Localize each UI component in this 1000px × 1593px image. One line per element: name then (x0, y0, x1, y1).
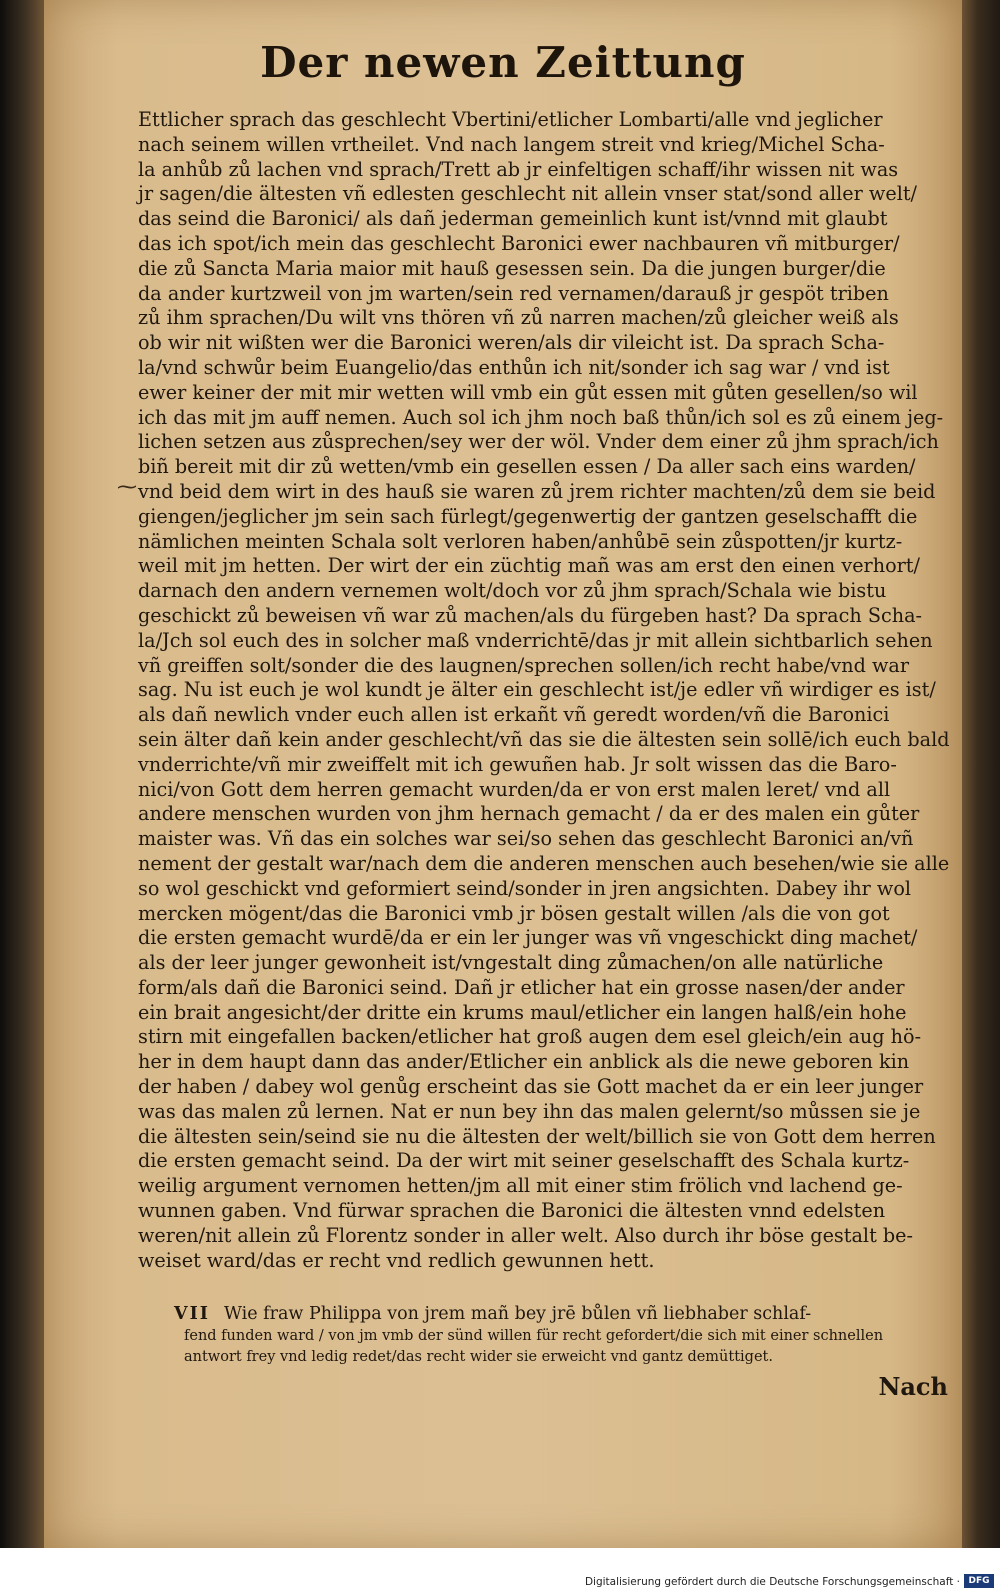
chapter-heading-text: Wie fraw Philippa von jrem mañ bey jrē bůlen vñ liebhaber schlaf- (223, 1304, 812, 1324)
text-line: la anhůb zů lachen vnd sprach/Trett ab jr einfeltigen schaff/ihr wissen nit was (138, 157, 899, 181)
text-line: weiset ward/das er recht vnd redlich gewunnen hett. (138, 1248, 655, 1272)
text-line: ein brait angesicht/der dritte ein krums maul/etlicher ein langen halß/ein hohe (138, 1000, 907, 1024)
text-line: das ich spot/ich mein das geschlecht Baronici ewer nachbauren vñ mitburger/ (138, 231, 900, 255)
digitization-credit: Digitalisierung gefördert durch die Deutsche Forschungsgemeinschaft · (584, 1576, 960, 1588)
text-line: die zů Sancta Maria maior mit hauß gesessen sein. Da die jungen burger/die (138, 256, 886, 280)
text-line: la/Jch sol euch des in solcher maß vnderrichtē/das jr mit allein sichtbarlich sehen (138, 628, 933, 652)
text-line: ewer keiner der mit mir wetten will vmb ein gůt essen mit gůten gesellen/so wil (138, 380, 918, 404)
text-line: sein älter dañ kein ander geschlecht/vñ das sie die ältesten sein sollē/ich euch bald (138, 727, 950, 751)
text-line: mercken mögent/das die Baronici vmb jr bösen gestalt willen /als die von got (138, 901, 890, 925)
text-line: form/als dañ die Baronici seind. Dañ jr etlicher hat ein grosse nasen/der ander (138, 975, 905, 999)
text-line: vnderrichte/vñ mir zweiffelt mit ich gewuñen hab. Jr solt wissen das die Baro- (138, 752, 897, 776)
text-line: vñ greiffen solt/sonder die des laugnen/sprechen sollen/ich recht habe/vnd war (138, 653, 909, 677)
text-line: jr sagen/die ältesten vñ edlesten geschlecht nit allein vnser stat/sond aller welt/ (138, 182, 918, 206)
text-line: giengen/jeglicher jm sein sach fürlegt/gegenwertig der gantzen geselschafft die (138, 504, 918, 528)
text-line: die ersten gemacht wurdē/da er ein ler junger was vñ vngeschickt ding machet/ (138, 926, 918, 950)
text-line: geschickt zů beweisen vñ war zů machen/als du fürgeben hast? Da sprach Scha- (138, 603, 922, 627)
text-line: sag. Nu ist euch je wol kundt je älter ein geschlecht ist/je edler vñ wirdiger es ist/ (138, 678, 936, 702)
text-line: als der leer junger gewonheit ist/vngestalt ding zůmachen/on alle natürliche (138, 951, 884, 975)
catchword: Nach (878, 1372, 948, 1401)
text-line: als dañ newlich vnder euch allen ist erkañt vñ geredt worden/vñ die Baronici (138, 703, 890, 727)
text-line: nämlichen meinten Schala solt verloren haben/anhůbē sein zůspotten/jr kurtz- (138, 529, 903, 553)
text-line: der haben / dabey wol genůg erscheint das sie Gott machet da er ein leer junger (138, 1075, 924, 1099)
margin-mark: ⁓ (117, 474, 137, 498)
text-line: Ettlicher sprach das geschlecht Vbertini/etlicher Lombarti/alle vnd jeglicher (138, 108, 883, 131)
text-line: ob wir nit wißten wer die Baronici weren/als dir vileicht ist. Da sprach Scha- (138, 331, 885, 355)
text-line: andere menschen wurden von jhm hernach gemacht / da er des malen ein gůter (138, 802, 920, 826)
text-line: wunnen gaben. Vnd fürwar sprachen die Baronici die ältesten vnnd edelsten (138, 1199, 886, 1223)
text-line: nement der gestalt war/nach dem die anderen menschen auch besehen/wie sie alle (138, 851, 950, 875)
chapter-heading-line-1 (174, 1303, 811, 1326)
text-line: her in dem haupt dann das ander/Etlicher ein anblick als die newe geboren kin (138, 1050, 910, 1074)
text-line: die ersten gemacht seind. Da der wirt mit seiner geselschafft des Schala kurtz- (138, 1149, 910, 1173)
book-spine (0, 0, 44, 1593)
text-line: so wol geschickt vnd geformiert seind/sonder in jren angsichten. Dabey ihr wol (138, 876, 912, 900)
page-edge (962, 0, 1000, 1548)
chapter-heading (174, 1303, 954, 1368)
text-line: was das malen zů lernen. Nat er nun bey ihn das malen gelernt/so můssen sie je (138, 1099, 921, 1123)
chapter-heading-line-3: antwort frey vnd ledig redet/das recht wider sie erweicht vnd gantz demüttiget. (184, 1349, 773, 1365)
text-line: darnach den andern vernemen wolt/doch vor zů jhm sprach/Schala wie bistu (138, 579, 887, 603)
text-line: ich das mit jm auff nemen. Auch sol ich jhm noch baß thůn/ich sol es zů einem jeg- (138, 405, 944, 429)
text-line: nici/von Gott dem herren gemacht wurden/da er von erst malen leret/ vnd all (138, 777, 891, 801)
text-line: da ander kurtzweil von jm warten/sein red vernamen/darauß jr gespöt triben (138, 281, 889, 305)
text-line: maister was. Vñ das ein solches war sei/so sehen das geschlecht Baronici an/vñ (138, 827, 914, 851)
text-line: la/vnd schwůr beim Euangelio/das enthůn ich nit/sonder ich sag war / vnd ist (138, 355, 890, 379)
text-line: weil mit jm hetten. Der wirt der ein züchtig mañ was am erst den einen verhort/ (138, 554, 920, 578)
text-line: biñ bereit mit dir zů wetten/vmb ein gesellen essen / Da aller sach eins warden/ (138, 455, 916, 479)
running-head: Der newen Zeittung (260, 38, 746, 87)
text-line: das seind die Baronici/ als dañ jederman gemeinlich kunt ist/vnnd mit glaubt (138, 207, 888, 231)
text-line: nach seinem willen vrtheilet. Vnd nach langem streit vnd krieg/Michel Scha- (138, 132, 885, 156)
text-line: vnd beid dem wirt in des hauß sie waren zů jrem richter machten/zů dem sie beid (138, 479, 936, 503)
body-text (138, 108, 950, 1273)
chapter-number: VII (174, 1304, 210, 1324)
text-line: weilig argument vernomen hetten/jm all mit einer stim frölich vnd lachend ge- (138, 1174, 903, 1198)
text-line: stirn mit eingefallen backen/etlicher hat groß augen dem esel gleich/ein aug hö- (138, 1025, 922, 1049)
text-line: zů ihm sprachen/Du wilt vns thören vñ zů narren machen/zů gleicher weiß als (138, 306, 899, 330)
text-line: lichen setzen aus zůsprechen/sey wer der wöl. Vnder dem einer zů jhm sprach/ich (138, 430, 939, 454)
chapter-heading-line-2: fend funden ward / von jm vmb der sünd willen für recht gefordert/die sich mit einer schnellen (184, 1328, 884, 1344)
dfg-logo: DFG (964, 1574, 994, 1588)
text-line: weren/nit allein zů Florentz sonder in aller welt. Also durch ihr böse gestalt be- (138, 1223, 913, 1247)
text-line: die ältesten sein/seind sie nu die ältesten der welt/billich sie von Gott dem herren (138, 1124, 936, 1148)
